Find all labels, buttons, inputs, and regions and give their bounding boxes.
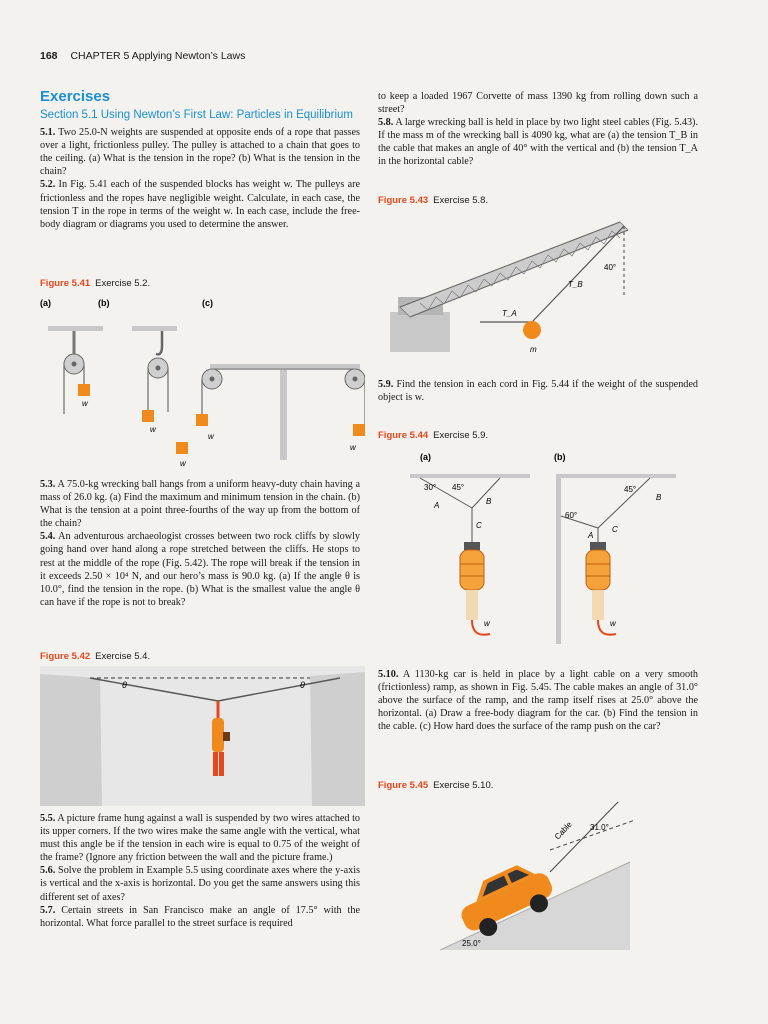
fig541b-ceiling xyxy=(132,326,177,331)
fig541b-hook xyxy=(156,331,162,354)
exercise-5-1: 5.1. Two 25.0-N weights are suspended at opposite ends of a rope that passes over a light, frictionless pulley. The pulley is attached to a chain that goes to the ceiling. (a) What is the tension in the rope? (b) What is the tension in the chain? xyxy=(40,127,360,178)
exercises-heading: Exercises xyxy=(40,88,111,105)
svg-text:T_A: T_A xyxy=(502,309,517,318)
fig541-label-a: (a) xyxy=(40,298,51,308)
svg-text:60°: 60° xyxy=(565,511,578,520)
left-column-top xyxy=(40,90,360,231)
svg-text:(b): (b) xyxy=(554,452,566,462)
fig543-crane-body xyxy=(390,312,450,352)
svg-text:31.0°: 31.0° xyxy=(590,823,609,832)
fig544a-ceiling xyxy=(410,474,530,478)
svg-text:θ: θ xyxy=(122,680,127,690)
svg-text:w: w xyxy=(350,443,356,452)
svg-text:25.0°: 25.0° xyxy=(462,939,481,948)
exercise-5-3: 5.3. A 75.0-kg wrecking ball hangs from a uniform heavy-duty chain having a mass of 26.0 kg. (a) Find the maximum and minimum tension in the chain. (b) What is the tension at a point three-fourths of the way up from the bottom of the chain? xyxy=(40,479,361,530)
svg-text:A: A xyxy=(434,501,440,510)
svg-text:45°: 45° xyxy=(452,483,465,492)
right-column-middle xyxy=(378,378,698,404)
fig541-label-c: (c) xyxy=(202,298,213,308)
figure-5-42-caption: Figure 5.42 Exercise 5.4. xyxy=(40,651,151,662)
exercise-5-6: 5.6. Solve the problem in Example 5.5 using coordinate axes where the y-axis is vertical and the x-axis is horizontal. Do you get the same answers using this different set of axes? xyxy=(40,865,361,903)
right-column-top xyxy=(378,90,698,169)
exercise-5-4: 5.4. An adventurous archaeologist crosses between two rock cliffs by slowly going hand over hand along a rope stretched between the cliffs. He stops to rest at the middle of the rope (Fig. 5.42). The rope will break if the tension in it exceeds 2.50 × 10⁴ N, and our hero’s mass is 90.0 kg. (a) If the angle θ is 10.0°, find the tension in the rope. (b) What is the smallest value the angle θ can have if the rope is not to break? xyxy=(40,531,361,608)
fig544b-ceiling xyxy=(556,474,676,478)
fig544b-wall xyxy=(556,474,561,644)
section-heading: Section 5.1 Using Newton’s First Law: Particles in Equilibrium xyxy=(40,109,353,122)
svg-text:40°: 40° xyxy=(604,263,617,272)
figure-5-44-caption: Figure 5.44 Exercise 5.9. xyxy=(378,430,489,441)
svg-text:w: w xyxy=(180,459,186,468)
fig543-ball xyxy=(523,321,541,339)
exercise-5-5: 5.5. A picture frame hung against a wall is suspended by two wires attached to its upper corners. If the two wires make the same angle with the vertical, what must this angle be if the tension in each wire is equal to 0.75 of the weight of the frame? (Ignore any friction between the wall and the picture frame.) xyxy=(40,813,360,864)
figure-5-43 xyxy=(390,212,680,357)
svg-text:w: w xyxy=(150,425,156,434)
exercise-5-8: 5.8. A large wrecking ball is held in place by two light steel cables (Fig. 5.43). If the mass m of the wrecking ball is 4090 kg, what are (a) the tension T_B in the cable that makes an angle of 40° with the vertical and (b) the tension T_A in the horizontal cable? xyxy=(378,117,698,168)
svg-text:w: w xyxy=(82,399,88,408)
figure-5-45 xyxy=(440,800,640,960)
exercise-5-7-continued: to keep a loaded 1967 Corvette of mass 1390 kg from rolling down such a street? xyxy=(378,91,698,116)
svg-text:30°: 30° xyxy=(424,483,437,492)
exercise-5-9: 5.9. Find the tension in each cord in Fig. 5.44 if the weight of the suspended object is w. xyxy=(378,379,698,404)
fig542-cliff-left xyxy=(40,674,102,806)
exercise-5-2: 5.2. In Fig. 5.41 each of the suspended blocks has weight w. The pulleys are frictionless and the ropes have negligible weight. Calculate, in each case, the tension T in the rope in terms of the weight w. In each case, include the free-body diagram or diagrams you used to determine the answer. xyxy=(40,179,361,230)
svg-text:(a): (a) xyxy=(420,452,431,462)
svg-text:w: w xyxy=(484,619,490,628)
svg-text:B: B xyxy=(486,497,492,506)
svg-text:θ: θ xyxy=(300,680,305,690)
left-column-bottom xyxy=(40,812,360,930)
exercise-5-10: 5.10. A 1130-kg car is held in place by a light cable on a very smooth (frictionless) ramp, as shown in Fig. 5.45. The cable makes an angle of 31.0° above the surface of the ramp, and the ramp itself rises at 25.0° above the horizontal. (a) Draw a free-body diagram for the car. (b) Find the tension in the cable. (c) How hard does the surface of the ramp push on the car? xyxy=(378,669,698,733)
exercise-5-7: 5.7. Certain streets in San Francisco make an angle of 17.5° with the horizontal. What force parallel to the street surface is required xyxy=(40,904,360,929)
svg-text:Cable: Cable xyxy=(552,819,574,842)
fig541a-ceiling xyxy=(48,326,103,331)
fig541c-block-left xyxy=(196,414,208,426)
chapter-title: CHAPTER 5 Applying Newton’s Laws xyxy=(70,50,246,62)
figure-5-43-caption: Figure 5.43 Exercise 5.8. xyxy=(378,195,489,206)
fig541b-block xyxy=(142,410,154,422)
fig541a-block xyxy=(78,384,90,396)
figure-5-41 xyxy=(40,294,365,474)
left-column-middle xyxy=(40,478,360,609)
svg-text:w: w xyxy=(208,432,214,441)
page-header xyxy=(40,50,245,62)
svg-text:T_B: T_B xyxy=(568,280,583,289)
fig541c-block-right xyxy=(353,424,365,436)
figure-5-45-caption: Figure 5.45 Exercise 5.10. xyxy=(378,780,494,791)
fig543-boom xyxy=(400,222,628,317)
right-column-bottom xyxy=(378,668,698,733)
svg-text:45°: 45° xyxy=(624,485,637,494)
fig541c-post xyxy=(280,370,287,460)
page-number: 168 xyxy=(40,50,58,62)
svg-text:A: A xyxy=(588,531,594,540)
fig542-cliff-right xyxy=(310,672,365,806)
svg-text:C: C xyxy=(476,521,482,530)
svg-text:w: w xyxy=(610,619,616,628)
figure-5-44 xyxy=(380,446,700,651)
svg-text:B: B xyxy=(656,493,662,502)
figure-5-42 xyxy=(40,666,365,806)
svg-text:C: C xyxy=(612,525,618,534)
figure-5-41-caption: Figure 5.41 Exercise 5.2. xyxy=(40,278,151,289)
fig541-label-b: (b) xyxy=(98,298,110,308)
svg-text:m: m xyxy=(530,345,537,354)
